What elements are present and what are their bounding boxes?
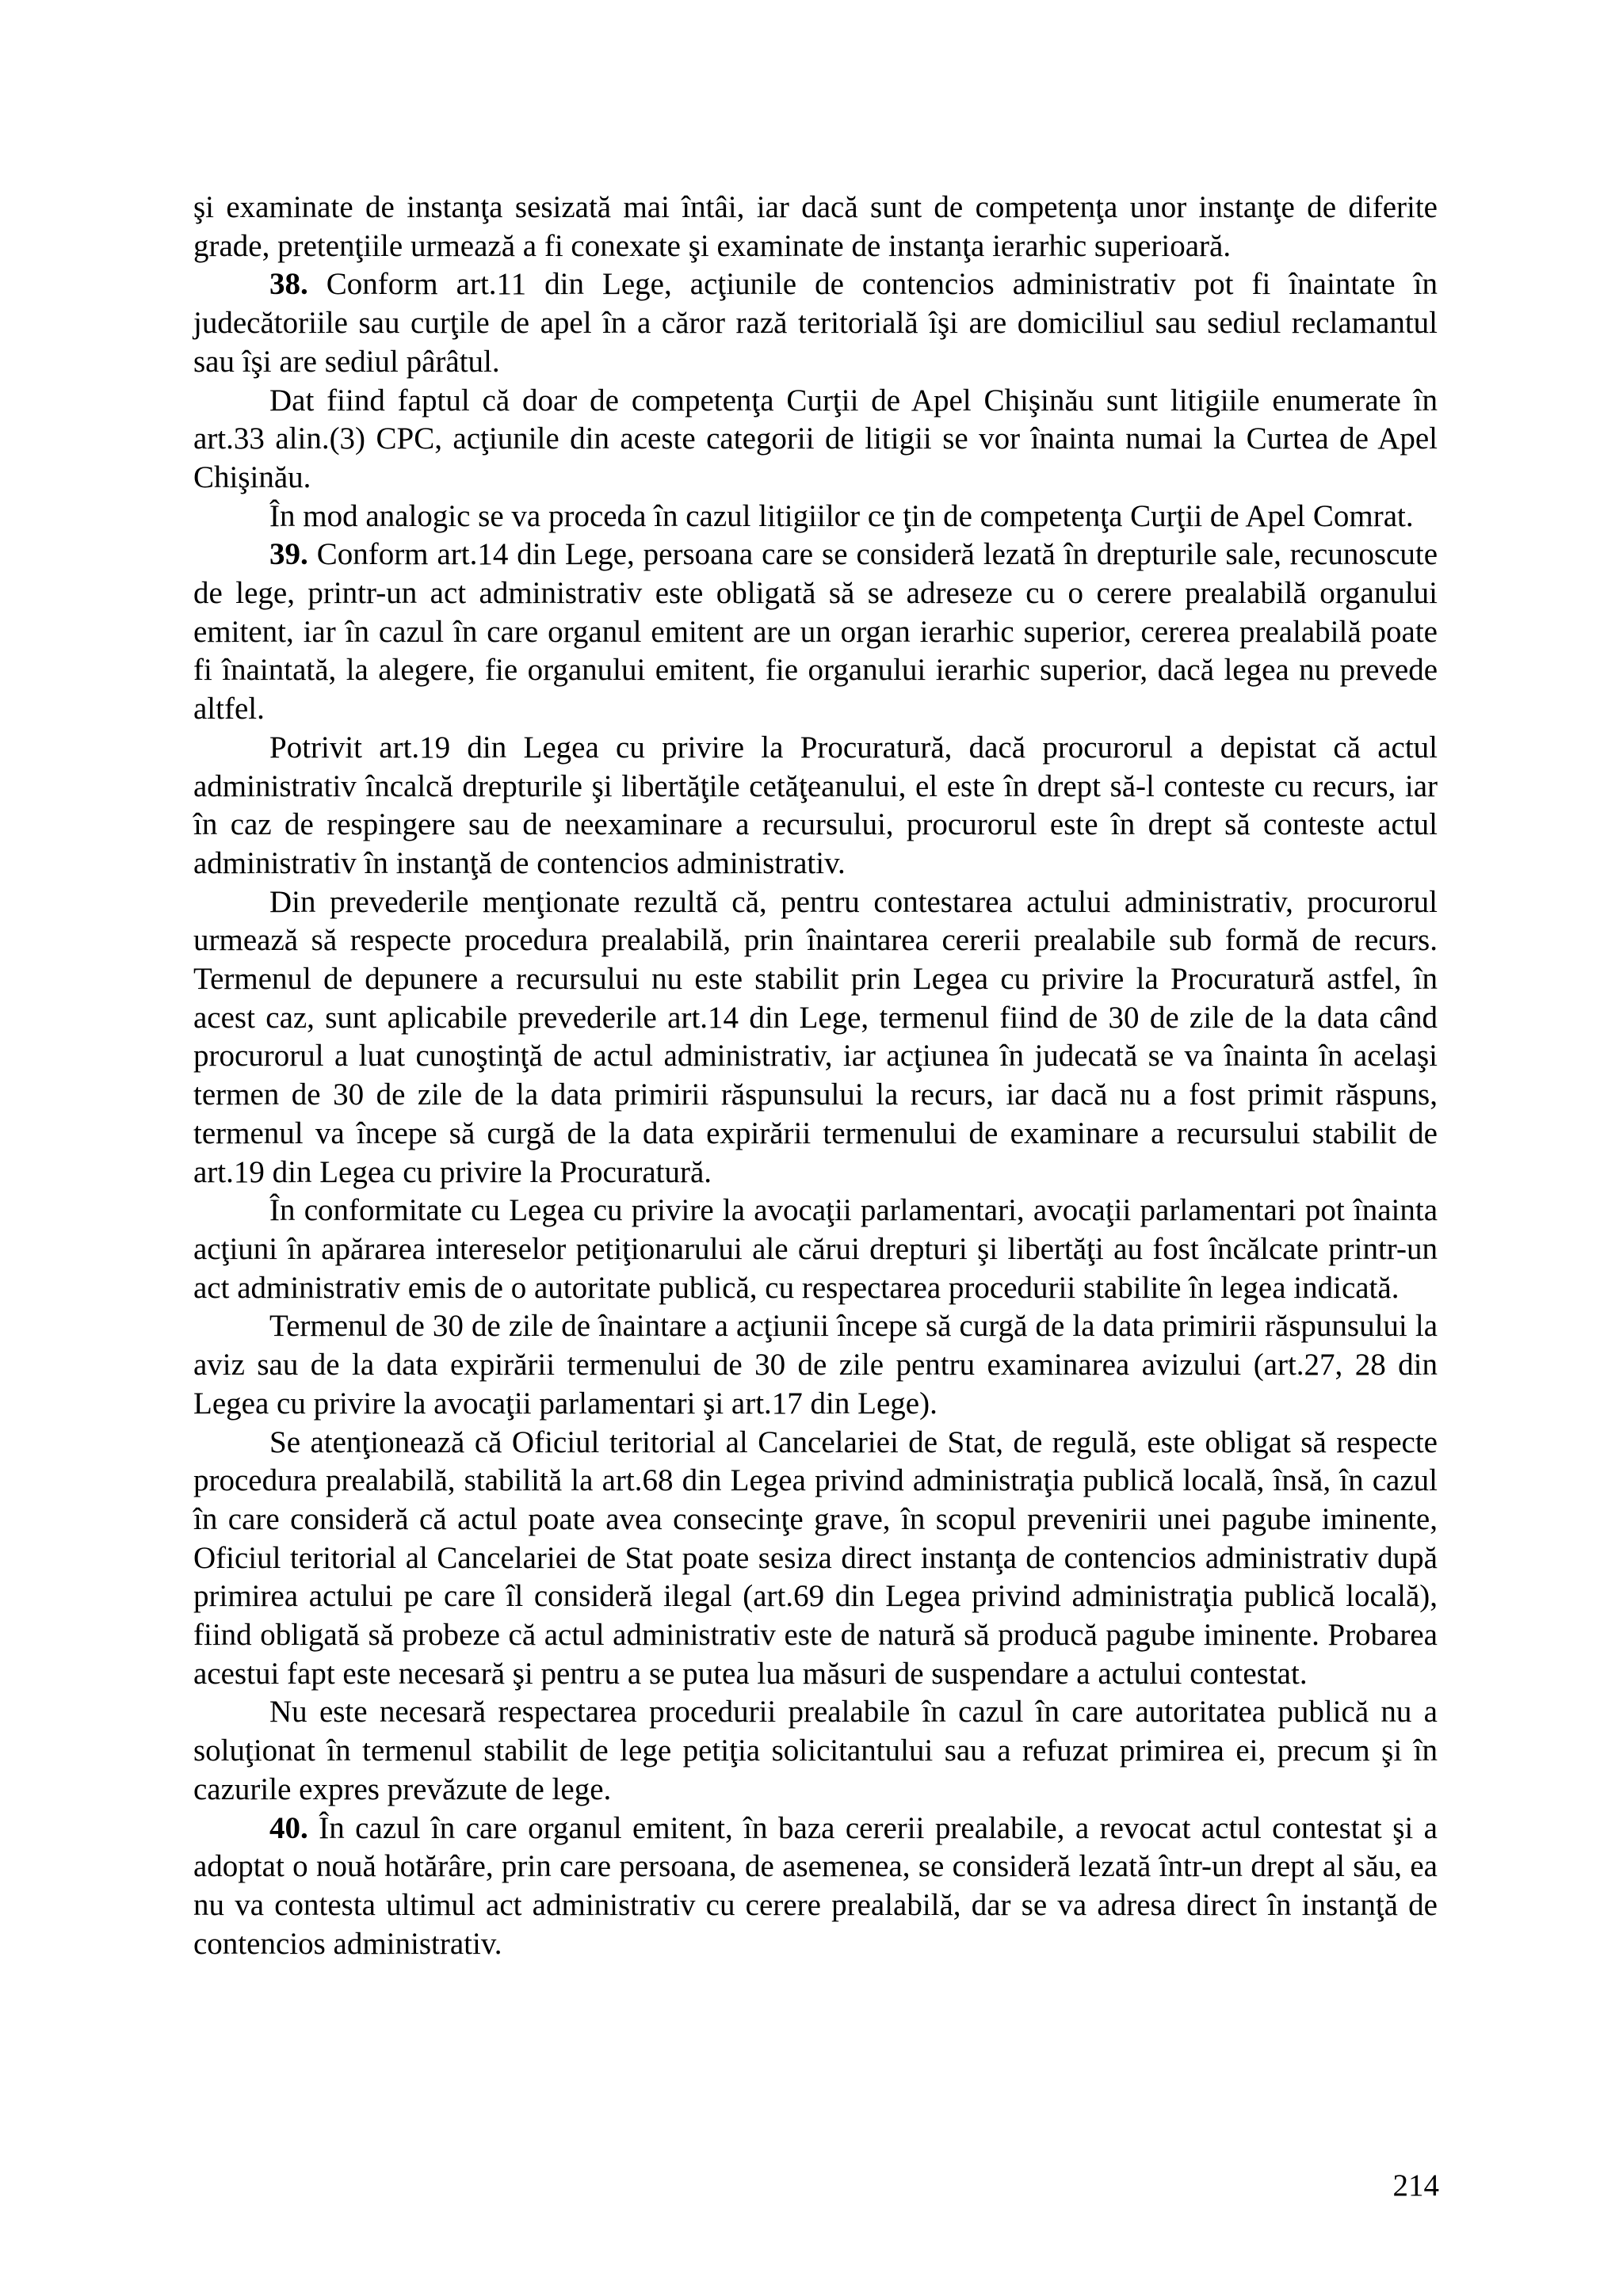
paragraph: [193, 536, 1438, 729]
paragraph-text: Termenul de 30 de zile de înaintare a acţiunii începe să curgă de la data primirii răspunsului la aviz sau de la data expirării termenului de 30 de zile pentru examinarea avizului (art.27, 28 din Legea cu privire la avocaţii parlamentari şi art.17 din Lege).: [193, 1309, 1438, 1421]
paragraph-text: Din prevederile menţionate rezultă că, pentru contestarea actului administrativ, procurorul urmează să respecte procedura prealabilă, prin înaintarea cererii prealabile sub formă de recurs. Termenul de depunere a recursului nu este stabilit prin Legea cu privire la Procuratură astfel, în acest caz, sunt aplicabile prevederile art.14 din Lege, termenul fiind de 30 de zile de la data când procurorul a luat cunoştinţă de actul administrativ, iar acţiunea în judecată se va înainta în acelaşi termen de 30 de zile de la data primirii răspunsului la recurs, iar dacă nu a fost primit răspuns, termenul va începe să curgă de la data expirării termenului de examinare a recursului stabilit de art.19 din Legea cu privire la Procuratură.: [193, 884, 1438, 1189]
paragraph-text: În mod analogic se va proceda în cazul litigiilor ce ţin de competenţa Curţii de Apel Comrat.: [269, 498, 1414, 533]
paragraph-number: 39.: [269, 537, 308, 572]
paragraph: [193, 883, 1438, 1192]
paragraph-text: Dat fiind faptul că doar de competenţa Curţii de Apel Chişinău sunt litigiile enumerate în art.33 alin.(3) CPC, acţiunile din aceste categorii de litigii se vor înainta numai la Curtea de Apel Chişinău.: [193, 383, 1438, 494]
paragraph-text: În cazul în care organul emitent, în baza cererii prealabile, a revocat actul contestat şi a adoptat o nouă hotărâre, prin care persoana, de asemenea, se consideră lezată într-un drept al său, ea nu va contesta ultimul act administrativ cu cerere prealabilă, dar se va adresa direct în instanţă de contencios administrativ.: [193, 1810, 1438, 1961]
paragraph-number: 38.: [269, 267, 308, 302]
paragraph-text: Conform art.14 din Lege, persoana care se consideră lezată în drepturile sale, recunoscute de lege, printr-un act administrativ este obligată să se adreseze cu o cerere prealabilă organului emitent, iar în cazul în care organul emitent are un organ ierarhic superior, cererea prealabilă poate fi înaintată, la alegere, fie organului emitent, fie organului ierarhic superior, dacă legea nu prevede altfel.: [193, 537, 1438, 727]
paragraph-text: În conformitate cu Legea cu privire la avocaţii parlamentari, avocaţii parlamentari pot înainta acţiuni în apărarea intereselor petiţionarului ale cărui drepturi şi libertăţi au fost încălcate printr-un act administrativ emis de o autoritate publică, cu respectarea procedurii stabilite în legea indicată.: [193, 1193, 1438, 1305]
paragraph: [193, 189, 1438, 265]
document-body: [193, 189, 1438, 1963]
paragraph-text: Conform art.11 din Lege, acţiunile de contencios administrativ pot fi înaintate în judecătoriile sau curţile de apel în a căror rază teritorială îşi are domiciliul sau sediul reclamantul sau îşi are sediul pârâtul.: [193, 267, 1438, 379]
paragraph: [193, 498, 1438, 536]
paragraph: [193, 1307, 1438, 1423]
paragraph-text: Nu este necesară respectarea procedurii prealabile în cazul în care autoritatea publică nu a soluţionat în termenul stabilit de lege petiţia solicitantului sau a refuzat primirea ei, precum şi în cazurile expres prevăzute de lege.: [193, 1695, 1438, 1806]
paragraph: [193, 729, 1438, 883]
paragraph: [193, 1810, 1438, 1964]
paragraph-text: Potrivit art.19 din Legea cu privire la Procuratură, dacă procurorul a depistat că actul administrativ încalcă drepturile şi libertăţile cetăţeanului, el este în drept să-l conteste cu recurs, iar în caz de respingere sau de neexaminare a recursului, procurorul este în drept să conteste actul administrativ în instanţă de contencios administrativ.: [193, 730, 1438, 880]
paragraph: [193, 1192, 1438, 1307]
page-number: 214: [1392, 2168, 1439, 2203]
paragraph: [193, 265, 1438, 381]
paragraph-text: şi examinate de instanţa sesizată mai întâi, iar dacă sunt de competenţa unor instanţe de diferite grade, pretenţiile urmează a fi conexate şi examinate de instanţa ierarhic superioară.: [193, 190, 1438, 263]
paragraph-text: Se atenţionează că Oficiul teritorial al Cancelariei de Stat, de regulă, este obligat să respecte procedura prealabilă, stabilită la art.68 din Legea privind administraţia publică locală, însă, în cazul în care consideră că actul poate avea consecinţe grave, în scopul prevenirii unei pagube iminente, Oficiul teritorial al Cancelariei de Stat poate sesiza direct instanţa de contencios administrativ după primirea actului pe care îl consideră ilegal (art.69 din Legea privind administraţia publică locală), fiind obligată să probeze că actul administrativ este de natură să producă pagube iminente. Probarea acestui fapt este necesară şi pentru a se putea lua măsuri de suspendare a actului contestat.: [193, 1425, 1438, 1691]
paragraph: [193, 1693, 1438, 1809]
paragraph: [193, 382, 1438, 498]
paragraph: [193, 1424, 1438, 1694]
paragraph-number: 40.: [269, 1810, 308, 1845]
